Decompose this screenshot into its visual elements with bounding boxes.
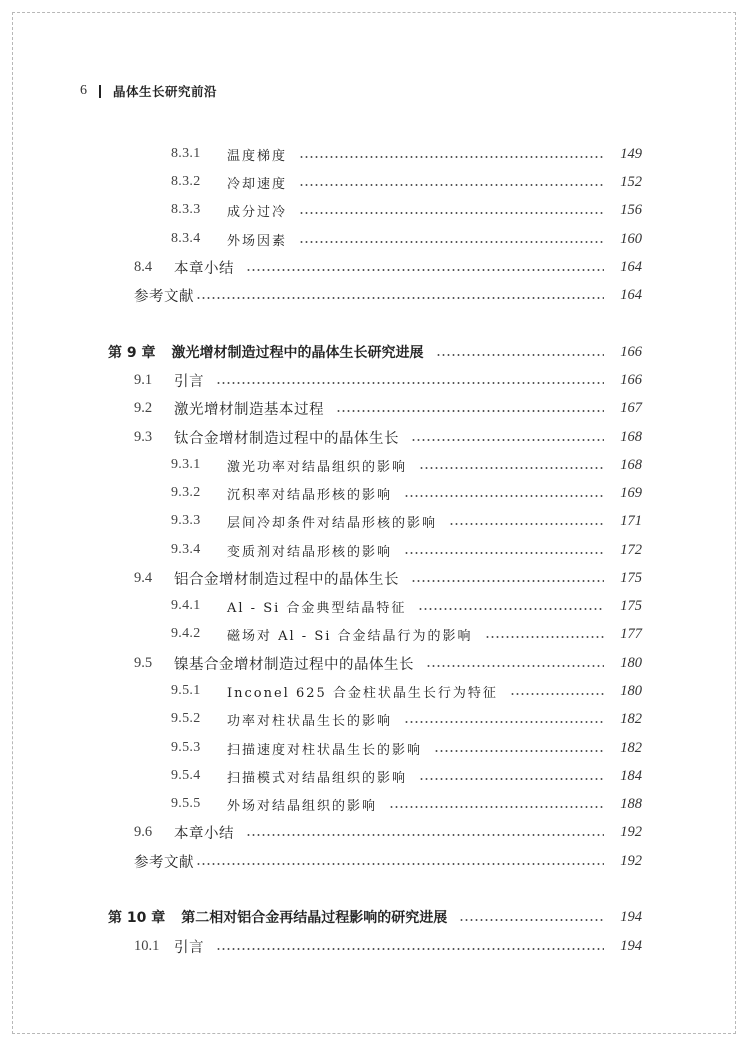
toc-page: 184 [620,767,642,784]
toc-number: 9.5.5 [171,796,201,811]
toc-page: 164 [620,286,642,303]
toc-page: 182 [620,739,642,756]
dot-leader [419,778,604,780]
dot-leader [411,439,604,441]
toc-entry[interactable] [171,453,642,477]
toc-number: 8.4 [134,258,153,275]
dot-leader [299,184,604,186]
toc-page: 168 [620,428,642,445]
toc-entry[interactable] [171,622,642,646]
toc-title: 外场对结晶组织的影响 [227,798,378,814]
toc-title: 冷却速度 [227,176,288,192]
dot-leader [404,552,604,554]
toc-title: 磁场对 Al - Si 合金结晶行为的影响 [227,628,473,644]
running-header [80,82,217,100]
toc-page: 167 [620,399,642,416]
toc-page: 172 [620,541,642,558]
toc-number: 9.3.1 [171,457,201,472]
toc-title: 本章小结 [174,825,234,842]
toc-page: 166 [620,343,642,360]
toc-page: 175 [620,569,642,586]
dot-leader [246,834,604,836]
toc-title: 激光功率对结晶组织的影响 [227,459,408,475]
dot-leader [336,410,604,412]
toc-title: 变质剂对结晶形核的影响 [227,544,393,560]
toc-title: 功率对柱状晶生长的影响 [227,713,393,729]
toc-title: 成分过冷 [227,204,288,220]
toc-page: 175 [620,597,642,614]
toc-page: 171 [620,512,642,529]
toc-title: 铝合金增材制造过程中的晶体生长 [174,571,399,588]
chapter-title: 第二相对铝合金再结晶过程影响的研究进展 [181,910,448,926]
toc-title: 本章小结 [174,260,234,277]
toc-page: 188 [620,795,642,812]
page-number: 6 [80,83,87,98]
toc-number: 9.2 [134,399,153,416]
toc-title: 激光增材制造基本过程 [174,401,324,418]
toc-page: 180 [620,654,642,671]
toc-entry[interactable] [171,198,642,222]
toc-title: 层间冷却条件对结晶形核的影响 [227,515,438,531]
dot-leader [418,608,604,610]
dot-leader [419,467,604,469]
toc-title: 钛合金增材制造过程中的晶体生长 [174,430,399,447]
toc-entry[interactable] [171,736,642,760]
dot-leader [299,156,604,158]
toc-title: 沉积率对结晶形核的影响 [227,487,393,503]
toc-entry[interactable] [171,538,642,562]
toc-page: 169 [620,484,642,501]
header-divider [99,85,101,98]
toc-entry[interactable] [134,934,642,958]
toc-chapter[interactable] [108,905,642,929]
toc-title: Inconel 625 合金柱状晶生长行为特征 [227,685,498,701]
toc-title: 扫描速度对柱状晶生长的影响 [227,742,423,758]
toc-number: 10.1 [134,937,160,954]
toc-title: 引言 [174,373,204,390]
toc-entry[interactable] [171,142,642,166]
toc-entry[interactable] [134,283,642,307]
toc-entry[interactable] [134,849,642,873]
toc-page: 164 [620,258,642,275]
toc-title: 引言 [174,939,204,956]
dot-leader [459,919,604,921]
toc-entry[interactable] [134,368,642,392]
toc-number: 9.3 [134,428,153,445]
dot-leader [426,665,604,667]
toc-page: 166 [620,371,642,388]
toc-page: 168 [620,456,642,473]
dot-leader [510,693,604,695]
chapter-number: 第 9 章 [108,345,156,361]
toc-page: 194 [620,937,642,954]
dot-leader [404,721,604,723]
toc-number: 9.3.4 [171,542,201,557]
toc-title: 参考文献 [134,854,194,871]
toc-number: 9.4.1 [171,598,201,613]
dot-leader [434,750,604,752]
toc-entry[interactable] [171,170,642,194]
toc-page: 149 [620,145,642,162]
chapter-title: 激光增材制造过程中的晶体生长研究进展 [171,345,424,361]
toc-number: 9.5.4 [171,768,201,783]
toc-title: 温度梯度 [227,148,288,164]
toc-entry[interactable] [171,792,642,816]
toc-number: 9.1 [134,371,153,388]
toc-entry[interactable] [171,679,642,703]
toc-number: 8.3.2 [171,174,201,189]
dot-leader [299,212,604,214]
toc-title: Al - Si 合金典型结晶特征 [227,600,407,616]
toc-title: 外场因素 [227,233,288,249]
toc-entry[interactable] [134,651,642,675]
toc-title: 参考文献 [134,288,194,305]
toc-page: 160 [620,230,642,247]
toc-entry[interactable] [171,707,642,731]
dot-leader [216,382,604,384]
toc-number: 9.5 [134,654,153,671]
toc-entry[interactable] [134,425,642,449]
dot-leader [246,269,604,271]
dot-leader [449,523,604,525]
toc-number: 9.5.1 [171,683,201,698]
toc-entry[interactable] [171,594,642,618]
toc-entry[interactable] [171,227,642,251]
toc-number: 8.3.4 [171,231,201,246]
toc-entry[interactable] [171,509,642,533]
toc-number: 9.5.2 [171,711,201,726]
toc-page: 194 [620,908,642,925]
toc-title: 扫描模式对结晶组织的影响 [227,770,408,786]
toc-title: 镍基合金增材制造过程中的晶体生长 [174,656,414,673]
toc-page: 192 [620,823,642,840]
toc-page: 182 [620,710,642,727]
toc-number: 8.3.3 [171,202,201,217]
toc-number: 9.6 [134,823,153,840]
dot-leader [196,297,604,299]
toc-entry[interactable] [134,255,642,279]
toc-chapter[interactable] [108,340,642,364]
toc-entry[interactable] [134,566,642,590]
chapter-number: 第 10 章 [108,910,166,926]
toc-number: 9.5.3 [171,740,201,755]
toc-number: 9.4.2 [171,626,201,641]
dot-leader [216,948,604,950]
toc-entry[interactable] [171,481,642,505]
toc-page: 192 [620,852,642,869]
toc-page: 152 [620,173,642,190]
toc-page: 177 [620,625,642,642]
toc-entry[interactable] [134,396,642,420]
dot-leader [299,241,604,243]
toc-page: 156 [620,201,642,218]
dot-leader [389,806,604,808]
toc-entry[interactable] [134,820,642,844]
running-title: 晶体生长研究前沿 [113,84,218,99]
toc-number: 9.3.2 [171,485,201,500]
toc-number: 8.3.1 [171,146,201,161]
dot-leader [436,354,605,356]
dot-leader [411,580,604,582]
dot-leader [196,863,604,865]
toc-page: 180 [620,682,642,699]
toc-entry[interactable] [171,764,642,788]
dot-leader [404,495,604,497]
toc-number: 9.4 [134,569,153,586]
dot-leader [485,636,604,638]
toc-number: 9.3.3 [171,513,201,528]
